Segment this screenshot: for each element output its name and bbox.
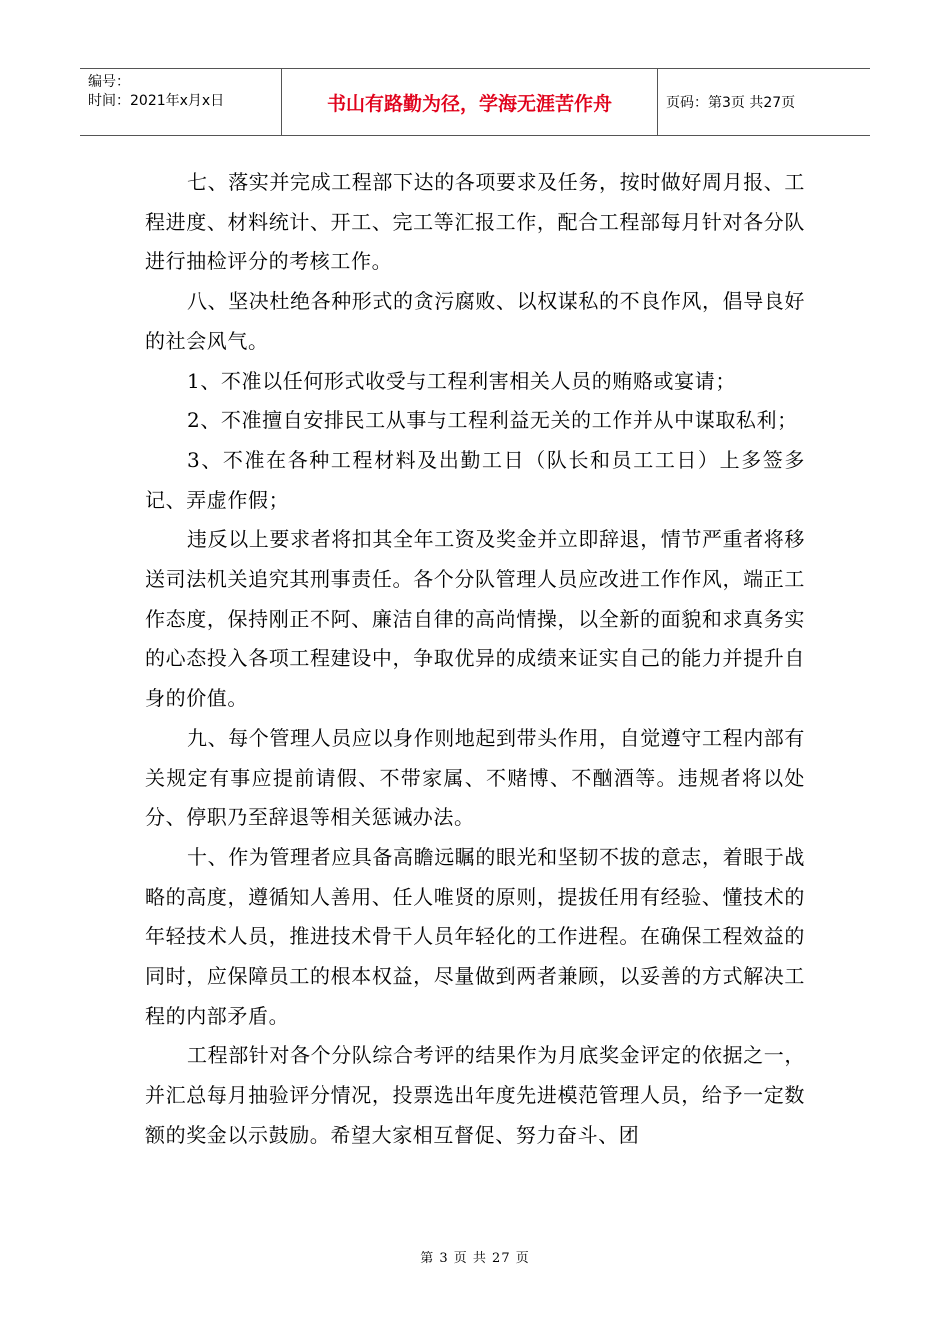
page-footer: 第 3 页 共 27 页	[420, 1251, 530, 1266]
header-page-info: 页码：第3页 共27页	[666, 95, 796, 111]
paragraph: 违反以上要求者将扣其全年工资及奖金并立即辞退，情节严重者将移送司法机关追究其刑事责任。各个分队管理人员应改进工作作风，端正工作态度，保持刚正不阿、廉洁自律的高尚情操，以全新的面貌和求真务实的心态投入各项工程建设中，争取优异的成绩来证实自己的能力并提升自身的价值。	[145, 527, 805, 711]
paragraph: 工程部针对各个分队综合考评的结果作为月底奖金评定的依据之一，并汇总每月抽验评分情况，投票选出年度先进模范管理人员，给予一定数额的奖金以示鼓励。希望大家相互督促、努力奋斗、团	[145, 1043, 805, 1147]
document-date-label: 时间：2021年x月x日	[88, 93, 225, 109]
header-motto: 书山有路勤为径，学海无涯苦作舟	[282, 69, 658, 135]
paragraph: 七、落实并完成工程部下达的各项要求及任务，按时做好周月报、工程进度、材料统计、开工、完工等汇报工作，配合工程部每月针对各分队进行抽检评分的考核工作。	[145, 170, 805, 274]
paragraph: 八、坚决杜绝各种形式的贪污腐败、以权谋私的不良作风，倡导良好的社会风气。	[145, 289, 805, 353]
header-meta	[80, 69, 282, 135]
document-number-label: 编号：	[88, 74, 130, 90]
paragraph: 2、不准擅自安排民工从事与工程利益无关的工作并从中谋取私利；	[187, 408, 798, 433]
page-header	[80, 68, 870, 136]
paragraph: 3、不准在各种工程材料及出勤工日（队长和员工工日）上多签多记、弄虚作假；	[145, 447, 805, 512]
paragraph: 1、不准以任何形式收受与工程利害相关人员的贿赂或宴请；	[187, 368, 736, 393]
document-body	[145, 163, 805, 1156]
paragraph: 九、每个管理人员应以身作则地起到带头作用，自觉遵守工程内部有关规定有事应提前请假、不带家属、不赌博、不酗酒等。违规者将以处分、停职乃至辞退等相关惩诫办法。	[145, 725, 805, 830]
paragraph: 十、作为管理者应具备高瞻远瞩的眼光和坚韧不拔的意志，着眼于战略的高度，遵循知人善用、任人唯贤的原则，提拔任用有经验、懂技术的年轻技术人员，推进技术骨干人员年轻化的工作进程。在确保工程效益的同时，应保障员工的根本权益，尽量做到两者兼顾，以妥善的方式解决工程的内部矛盾。	[145, 844, 805, 1028]
